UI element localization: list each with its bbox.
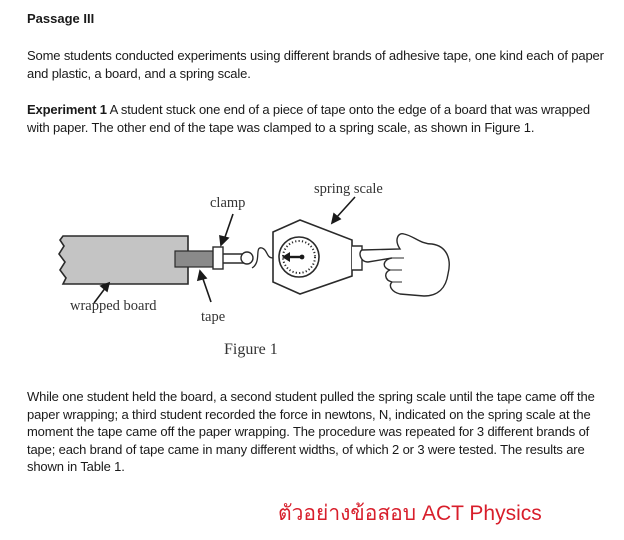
watermark-text: ตัวอย่างข้อสอบ ACT Physics — [278, 502, 542, 525]
wrapped-board-shape — [59, 236, 188, 284]
experiment1-heading: Experiment 1 — [27, 102, 107, 117]
figure-caption: Figure 1 — [224, 341, 278, 358]
clamp-shape — [213, 247, 223, 269]
experiment1-paragraph — [27, 101, 607, 136]
label-wrapped-board: wrapped board — [70, 298, 157, 314]
label-spring-scale: spring scale — [314, 181, 383, 197]
label-tape: tape — [201, 309, 226, 325]
label-clamp: clamp — [210, 195, 246, 211]
experiment1-text: A student stuck one end of a piece of tape onto the edge of a board that was wrapped with paper. The other end of the tape was clamped to a spring scale, as shown in Figure 1. — [27, 102, 590, 135]
intro-paragraph: Some students conducted experiments using different brands of adhesive tape, one kind each of paper and plastic, a board, and a spring scale. — [27, 48, 604, 81]
tape-shape — [175, 251, 215, 267]
passage-title: Passage III — [27, 11, 95, 26]
procedure-paragraph: While one student held the board, a second student pulled the spring scale until the tape came off the paper wrapping; a third student recorded the force in newtons, N, indicated on the spring scale at the moment the tape came off the paper wrapping. The procedure was repeated for 3 different brands of tape; each brand of tape came in many different widths, of which 2 or 3 were tested. The results are shown in Table 1. — [27, 389, 595, 474]
hand-shape — [360, 234, 449, 296]
figure-1 — [0, 170, 624, 370]
apparatus-diagram — [0, 170, 624, 370]
